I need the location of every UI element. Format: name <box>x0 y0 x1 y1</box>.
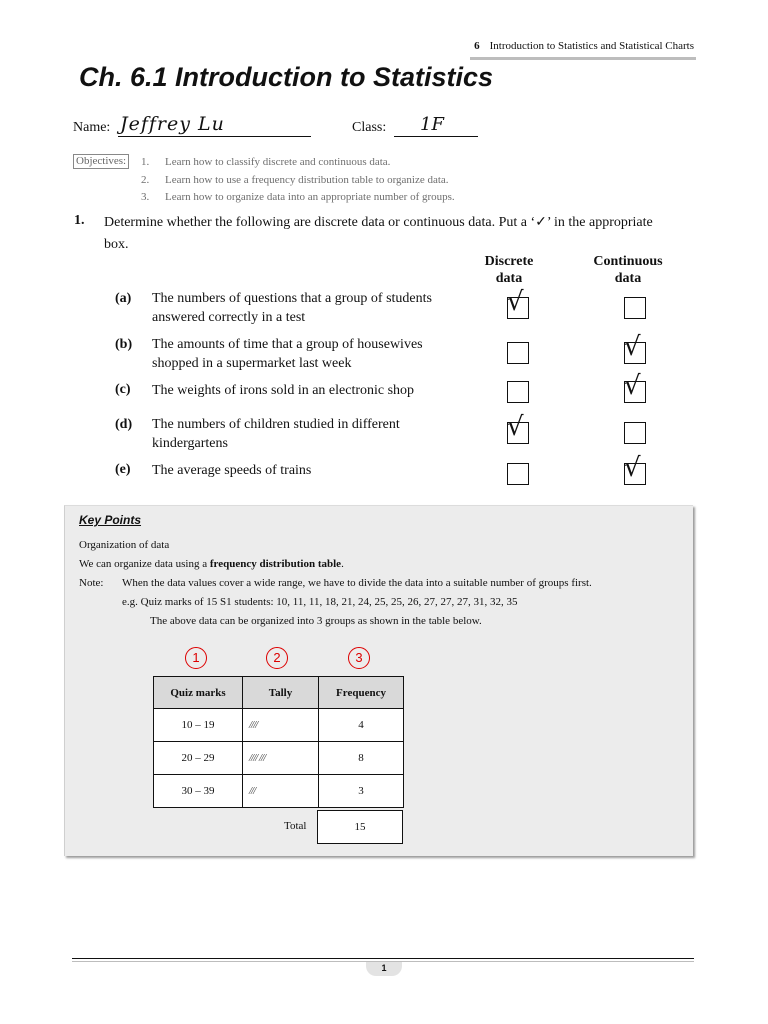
check-icon: √ <box>507 412 524 442</box>
column-header-continuous: Continuous data <box>593 254 663 286</box>
objectives-label: Objectives: <box>73 154 129 169</box>
table-header: Frequency <box>319 677 404 709</box>
name-field[interactable] <box>118 136 311 137</box>
objective-item: 1. Learn how to classify discrete and continuous data. <box>141 156 391 168</box>
table-header-row <box>154 677 404 709</box>
item-text: The amounts of time that a group of housewives shopped in a supermarket last week <box>152 337 423 371</box>
chapter-title: Introduction to Statistics and Statistical Charts <box>489 40 694 52</box>
page-number: 1 <box>366 962 402 976</box>
table-cell: 10 – 19 <box>154 709 243 742</box>
footer-rule <box>72 958 694 959</box>
objectives-list <box>141 154 455 207</box>
key-points-line: Organization of data <box>79 539 170 551</box>
item-text: The numbers of children studied in different kindergartens <box>152 417 400 451</box>
table-row <box>154 775 404 808</box>
question-text: Determine whether the following are discrete data or continuous data. Put a ‘✓’ in the appropriate box. <box>104 215 653 252</box>
example-text: The above data can be organized into 3 groups as shown in the table below. <box>150 615 482 627</box>
item-label: (b) <box>115 337 133 352</box>
checkbox-continuous-c[interactable] <box>624 371 646 403</box>
table-cell: 3 <box>319 775 404 808</box>
table-cell: 20 – 29 <box>154 742 243 775</box>
header-rule <box>470 57 696 60</box>
checkbox-continuous-e[interactable] <box>624 453 646 485</box>
checkbox-continuous-b[interactable] <box>624 332 646 364</box>
table-cell: 30 – 39 <box>154 775 243 808</box>
objective-item: 3. Learn how to organize data into an appropriate number of groups. <box>141 191 455 203</box>
note-label: Note: <box>79 577 104 589</box>
checkbox-discrete-b[interactable] <box>507 342 529 364</box>
table-cell: 8 <box>319 742 404 775</box>
table-header: Tally <box>243 677 319 709</box>
question-number: 1. <box>74 213 85 228</box>
checkbox-discrete-a[interactable] <box>507 287 529 319</box>
circled-number-3: 3 <box>348 647 370 669</box>
tally-cell: //// /// <box>243 742 319 775</box>
objective-item: 2. Learn how to use a frequency distribution table to organize data. <box>141 173 449 186</box>
checkbox-discrete-c[interactable] <box>507 381 529 403</box>
class-field[interactable] <box>394 136 478 137</box>
name-handwritten: Jeffrey Lu <box>120 113 225 135</box>
tally-cell: /// <box>243 775 319 808</box>
item-text: The numbers of questions that a group of students answered correctly in a test <box>152 291 432 325</box>
check-icon: √ <box>624 332 641 362</box>
running-header <box>474 40 694 52</box>
item-text: The average speeds of trains <box>152 463 312 478</box>
example-text: e.g. Quiz marks of 15 S1 students: 10, 11, 11, 18, 21, 24, 25, 25, 26, 27, 27, 27, 31, 32, 35 <box>122 596 518 608</box>
total-value: 15 <box>317 810 403 844</box>
check-icon: √ <box>624 371 641 401</box>
circled-number-1: 1 <box>185 647 207 669</box>
circled-number-2: 2 <box>266 647 288 669</box>
table-cell: 4 <box>319 709 404 742</box>
table-header: Quiz marks <box>154 677 243 709</box>
checkbox-discrete-e[interactable] <box>507 463 529 485</box>
item-text: The weights of irons sold in an electronic shop <box>152 383 415 398</box>
table-row <box>154 709 404 742</box>
checkbox-discrete-d[interactable] <box>507 412 529 444</box>
page-title: Ch. 6.1 Introduction to Statistics <box>79 62 494 92</box>
check-icon: √ <box>507 287 524 317</box>
frequency-table <box>153 676 404 808</box>
check-icon: √ <box>624 453 641 483</box>
item-label: (e) <box>115 462 131 477</box>
key-points-line: We can organize data using a frequency distribution table. <box>79 558 344 570</box>
class-handwritten: 1F <box>420 114 444 135</box>
tally-cell: //// <box>243 709 319 742</box>
item-label: (a) <box>115 291 132 306</box>
item-label: (d) <box>115 417 133 432</box>
column-header-discrete: Discrete data <box>484 254 534 286</box>
checkbox-continuous-a[interactable] <box>624 297 646 319</box>
note-text: When the data values cover a wide range, we have to divide the data into a suitable number of groups first. <box>122 577 592 589</box>
total-label: Total <box>284 820 307 832</box>
item-label: (c) <box>115 382 131 397</box>
key-points-title: Key Points <box>79 513 142 527</box>
class-label: Class: <box>352 120 387 135</box>
chapter-number: 6 <box>474 40 480 52</box>
table-row <box>154 742 404 775</box>
checkbox-continuous-d[interactable] <box>624 422 646 444</box>
name-label: Name: <box>73 120 111 135</box>
